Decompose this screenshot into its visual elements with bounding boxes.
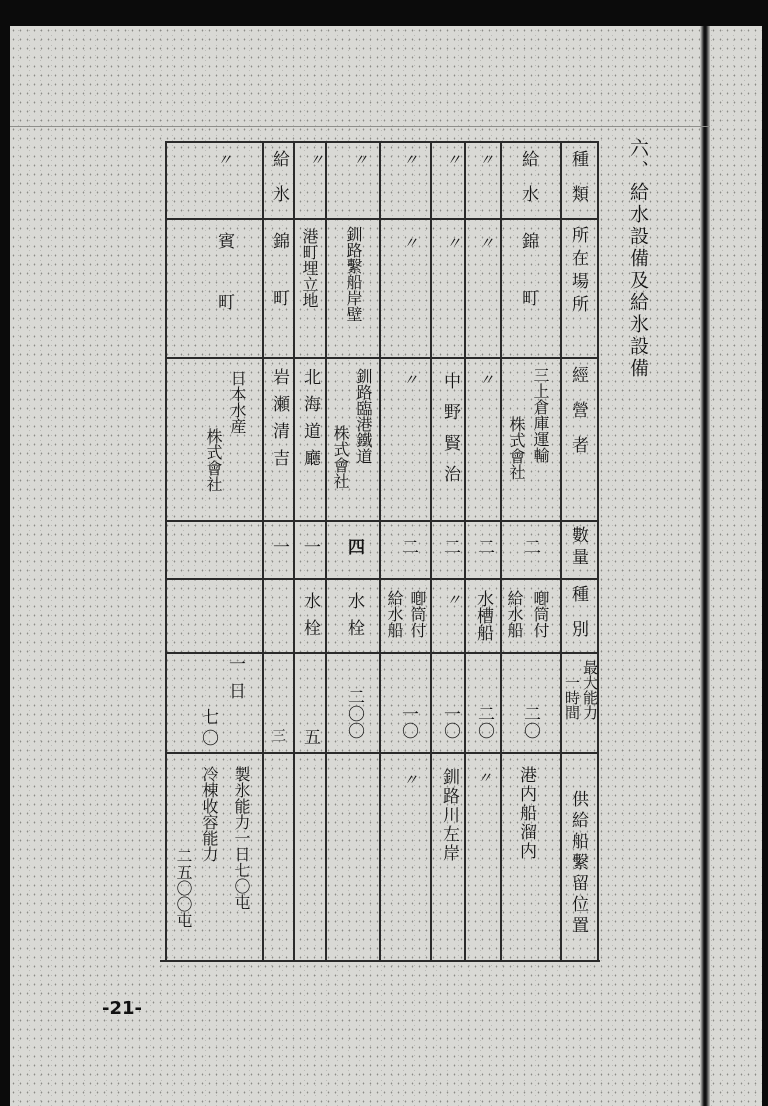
row5-quantity: 四 [344, 538, 364, 555]
row7-capacity: 三 [270, 728, 286, 742]
header-berth: 供給船繫留位置 [568, 790, 588, 937]
row8-berth-line1: 製氷能力一日七〇屯 [232, 766, 251, 910]
row4-berth: 〃 [401, 772, 419, 787]
header-quantity: 數量 [568, 526, 588, 570]
row8-capacity-line2: 七〇 [198, 708, 218, 750]
header-capacity-line2: 一時間 [563, 675, 581, 720]
col-line-header [560, 141, 562, 961]
row5-capacity: 二〇〇 [344, 688, 364, 739]
row1-capacity: 二〇 [520, 705, 540, 739]
row5-location: 釧路繫船岸壁 [344, 226, 363, 322]
header-type: 種別 [568, 585, 588, 655]
col-line-7 [500, 141, 502, 961]
col-line-1 [262, 141, 264, 961]
row2-type: 水槽船 [473, 590, 493, 641]
row4-location: 〃 [401, 235, 419, 250]
row1-quantity: 二 [520, 538, 540, 555]
row1-berth: 港内船溜内 [516, 766, 536, 861]
row5-operator-line2: 株式會社 [331, 425, 350, 489]
row4-type-line2: 給水船 [385, 590, 404, 638]
row7-operator: 岩瀬清吉 [269, 368, 289, 476]
row4-capacity: 一〇 [398, 705, 418, 739]
rule-quantity [165, 578, 597, 580]
header-location: 所在場所 [568, 226, 588, 318]
row8-location: 賓町 [214, 232, 234, 354]
row1-type-line1: 喞筒付 [531, 590, 550, 638]
col-line-4 [379, 141, 381, 961]
row6-location: 港町埋立地 [300, 228, 319, 308]
col-line-2 [293, 141, 295, 961]
rule-operator [165, 520, 597, 522]
rule-location [165, 357, 597, 359]
row2-berth: 〃 [475, 770, 493, 785]
row6-quantity: 一 [300, 538, 320, 555]
row6-type: 水栓 [300, 592, 320, 646]
page-number: -21- [102, 998, 142, 1019]
col-line-left [165, 141, 167, 961]
row4-type-line1: 喞筒付 [408, 590, 427, 638]
row3-type: 〃 [444, 592, 462, 607]
row1-operator-line1: 三上倉庫運輸 [531, 367, 550, 463]
header-operator: 經營者 [568, 366, 588, 471]
row7-kind: 給氷 [269, 150, 289, 220]
row7-location: 錦町 [269, 232, 289, 346]
row2-capacity: 二〇 [474, 705, 494, 739]
row8-kind: 〃 [215, 152, 233, 167]
row4-operator: 〃 [401, 372, 419, 387]
row3-quantity: 二 [440, 538, 460, 555]
col-line-3 [325, 141, 327, 961]
row3-operator: 中野賢治 [440, 372, 460, 496]
row2-kind: 〃 [477, 152, 495, 167]
row1-kind: 給水 [518, 150, 538, 220]
row2-operator: 〃 [477, 372, 495, 387]
header-capacity-line1: 最大能力 [581, 660, 599, 720]
row5-kind: 〃 [351, 152, 369, 167]
row3-capacity: 一〇 [440, 705, 460, 739]
header-kind: 種類 [568, 150, 588, 220]
rule-top [165, 141, 597, 143]
row3-location: 〃 [444, 235, 462, 250]
col-line-5 [430, 141, 432, 961]
row8-operator-line1: 日本水産 [228, 370, 247, 434]
row6-capacity: 五 [300, 728, 320, 745]
row8-berth-line3: 二五〇〇屯 [174, 848, 193, 928]
row8-operator-line2: 株式會社 [204, 428, 223, 492]
row4-quantity: 二 [398, 538, 418, 555]
rule-capacity [165, 752, 597, 754]
rule-type [165, 652, 597, 654]
row4-kind: 〃 [401, 152, 419, 167]
row6-operator: 北海道廳 [300, 368, 320, 476]
col-line-6 [464, 141, 466, 961]
row1-location: 錦町 [518, 232, 538, 346]
row1-type-line2: 給水船 [505, 590, 524, 638]
col-line-right [597, 141, 599, 961]
row1-operator-line2: 株式會社 [507, 416, 526, 480]
row6-kind: 〃 [307, 152, 325, 167]
row8-berth-line2: 冷棟收容能力 [200, 766, 219, 862]
row3-kind: 〃 [444, 152, 462, 167]
row2-quantity: 二 [474, 538, 494, 555]
row5-operator-line1: 釧路臨港鐵道 [354, 368, 373, 464]
row7-quantity: 一 [269, 538, 289, 555]
section-title: 六、給水設備及給氷設備 [627, 138, 649, 380]
row8-capacity-line1: 一日 [225, 655, 245, 709]
row2-location: 〃 [477, 235, 495, 250]
row5-type: 水栓 [344, 592, 364, 646]
row3-berth: 釧路川左岸 [439, 768, 459, 863]
